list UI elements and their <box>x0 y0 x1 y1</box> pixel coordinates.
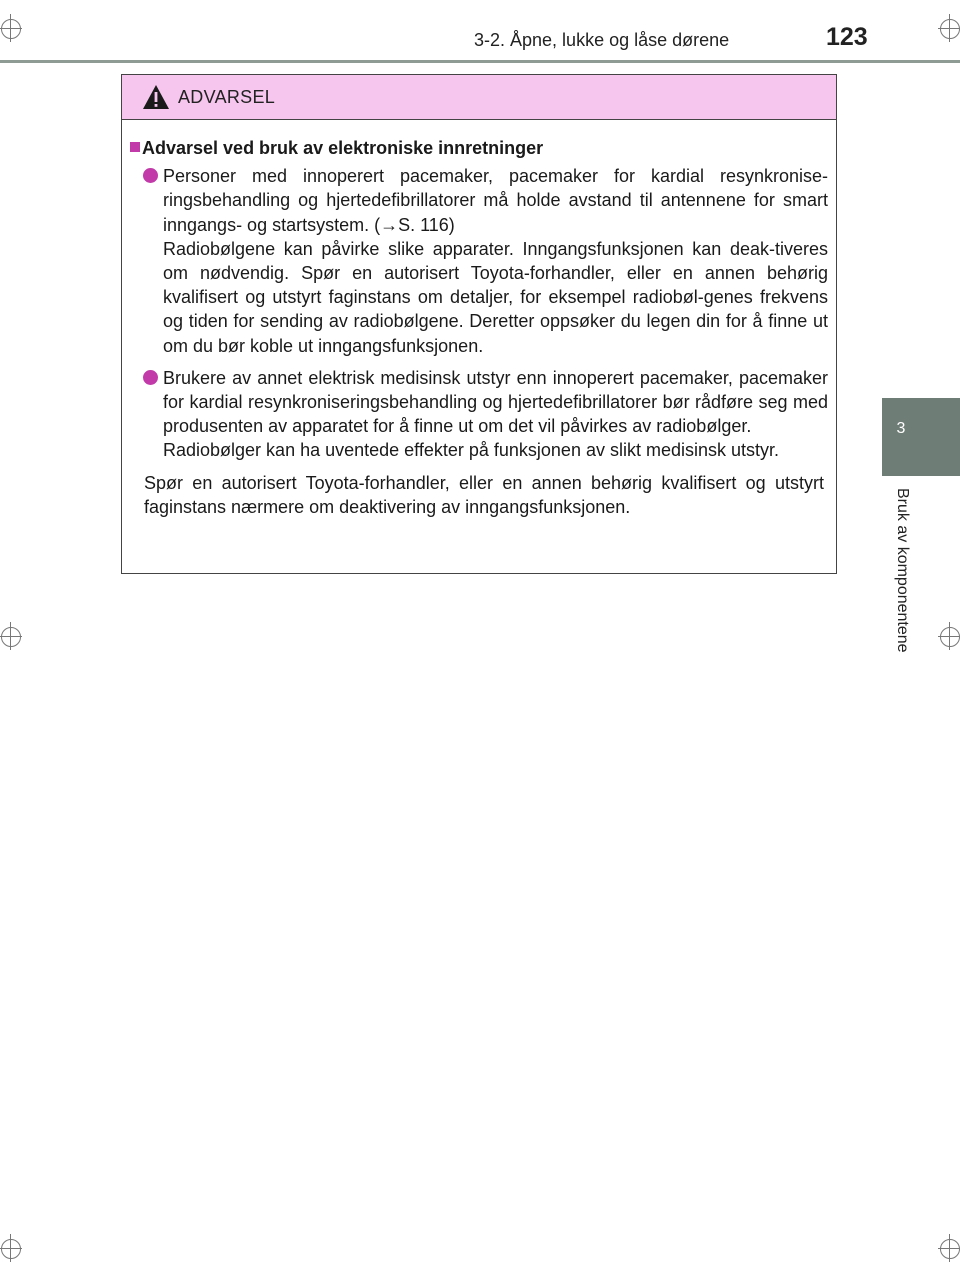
page-number: 123 <box>826 23 868 51</box>
warning-header <box>122 75 836 120</box>
warning-body <box>122 120 836 519</box>
chapter-tab <box>882 398 960 476</box>
list-item <box>130 164 828 358</box>
chapter-number: 3 <box>896 420 906 437</box>
warning-subheading-text: Advarsel ved bruk av elektroniske innretninger <box>142 138 544 158</box>
item-paragraph: Personer med innoperert pacemaker, pacemaker for kardial resynkronise-ringsbehandling og hjertedefibrillatorer må holde avstand til antennene for smart inngangs- og startsystem. (→S. 116) <box>163 166 828 235</box>
list-item <box>130 366 828 463</box>
closing-paragraph: Spør en autorisert Toyota-forhandler, eller en annen behørig kvalifisert og utstyrt faginstans nærmere om deaktivering av inngangsfunksjonen. <box>144 472 824 517</box>
item-paragraph: Brukere av annet elektrisk medisinsk utstyr enn innoperert pacemaker, pacemaker for kardial resynkroniseringsbehandling og hjertedefibrillatorer bør rådføre seg med produsenten av apparatet for å finne ut om det vil påvirkes av radiobølger. <box>163 367 828 437</box>
section-title: 3-2. Åpne, lukke og låse dørene <box>474 30 730 50</box>
item-paragraph: Radiobølgene kan påvirke slike apparater. Inngangsfunksjonen kan deak-tiveres om nødvendig. Spør en autorisert Toyota-forhandler, eller en annen behørig kvalifisert og utstyrt faginstans om detaljer, for eksempel radiobøl-genes frekvens og tiden for sending av radiobølgene. Deretter oppsøker du legen din for å finne ut om du bør koble ut inngangsfunksjonen. <box>163 238 828 356</box>
header-rule <box>0 60 960 63</box>
round-bullet-icon <box>143 168 158 183</box>
warning-title: ADVARSEL <box>178 87 276 107</box>
item-paragraph: Radiobølger kan ha uventede effekter på funksjonen av slikt medisinsk utstyr. <box>163 440 780 461</box>
warning-subheading <box>130 136 828 160</box>
chapter-label: Bruk av komponentene <box>894 488 911 653</box>
square-bullet-icon <box>130 142 140 152</box>
warning-box <box>121 74 837 574</box>
round-bullet-icon <box>143 370 158 385</box>
warning-triangle-icon <box>142 84 170 110</box>
